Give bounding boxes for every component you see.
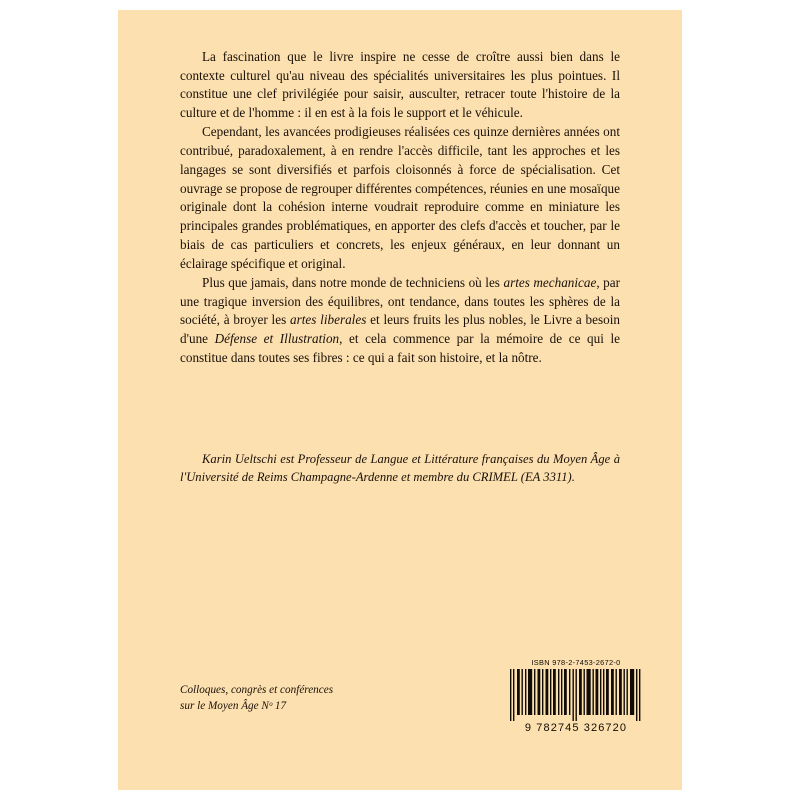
- series-information: [180, 682, 410, 714]
- p3-italic1: artes mechanicae: [503, 274, 597, 290]
- p3-italic2: artes liberales: [290, 312, 367, 328]
- p3-part1: Plus que jamais, dans notre monde de techniciens où les: [202, 274, 504, 290]
- p3-part2: , par une tragique inversion des équilibres, ont tendance, dans toutes les sphères de la société, à broyer les: [180, 274, 621, 328]
- blurb-paragraph-3: [180, 274, 620, 368]
- isbn-label: ISBN 978-2-7453-2672-0: [531, 658, 621, 667]
- barcode-digits: 9 782745 326720: [524, 722, 628, 734]
- barcode-block: [506, 658, 646, 734]
- blurb-paragraph-1: La fascination que le livre inspire ne cesse de croître aussi bien dans le contexte culturel qu'au niveau des spécialités universitaires les plus pointues. Il constitue une clef privilégiée pour saisir, ausculter, retracer toute l'histoire de la culture et de l'homme : il en est à la fois le support et le véhicule.: [180, 49, 620, 121]
- book-back-cover: [118, 10, 682, 790]
- blurb-paragraph-2: Cependant, les avancées prodigieuses réalisées ces quinze dernières années ont contribué, paradoxalement, à en rendre l'accès difficile, tant les approches et les langages se sont diversifiés et parfois cloisonnés à force de spécialisation. Cet ouvrage se propose de regrouper différentes compétences, réunies en une mosaïque originale dont la cohésion interne voudrait reproduire comme en miniature les principales grandes problématiques, en apporter des clefs d'accès et toucher, par le biais de cas particuliers et concrets, les enjeux généraux, en leur donnant un éclairage spécifique et original.: [180, 124, 620, 271]
- series-line-2: sur le Moyen Âge Nᵒ 17: [180, 700, 287, 713]
- author-biography: Karin Ueltschi est Professeur de Langue et Littérature françaises du Moyen Âge à l'Université de Reims Champagne-Ardenne et membre du CRIMEL (EA 3311).: [180, 452, 620, 485]
- barcode-image: [506, 669, 646, 721]
- series-line-1: Colloques, congrès et conférences: [180, 684, 334, 696]
- p3-part3: et leurs fruits les plus nobles, le Livre a besoin d'une: [180, 312, 620, 347]
- blurb-text: [180, 48, 620, 367]
- p3-part4: , et cela commence par la mémoire de ce qui le constitue dans toutes ses fibres : ce qui a fait son histoire, et la nôtre.: [180, 331, 620, 365]
- p3-italic3: Défense et Illustration: [214, 331, 340, 347]
